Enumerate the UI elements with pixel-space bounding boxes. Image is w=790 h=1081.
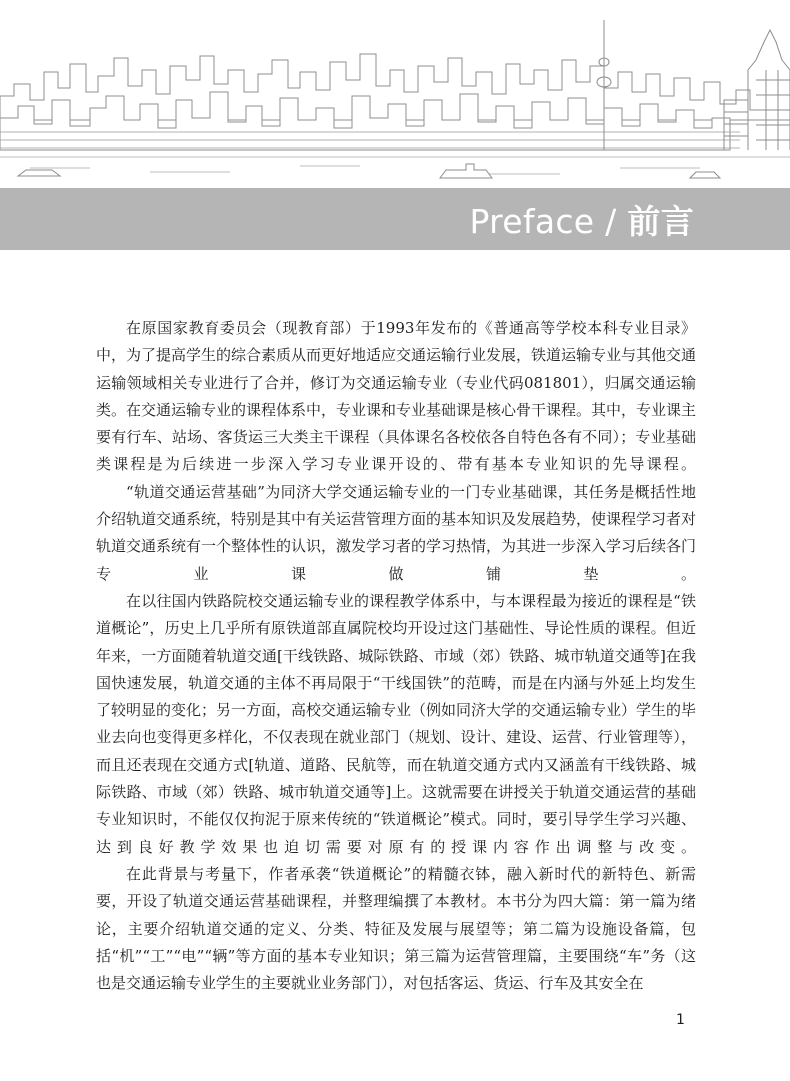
preface-paragraph-2: “轨道交通运营基础”为同济大学交通运输专业的一门专业基础课，其任务是概括性地介绍轨道交通系统，特别是其中有关运营管理方面的基本知识及发展趋势，使课程学习者对轨道交通系统有一个整体性的认识，激发学习者的学习热情，为其进一步深入学习后续各门专业课做铺垫。 [96,482,697,583]
city-skyline-illustration [0,0,790,188]
page-title-english: Preface [469,202,595,241]
preface-paragraph-3: 在以往国内铁路院校交通运输专业的课程教学体系中，与本课程最为接近的课程是“铁道概论”，历史上几乎所有原铁道部直属院校均开设过这门基础性、导论性质的课程。但近年来，一方面随着轨道交通[干线铁路、城际铁路、市域（郊）铁路、城市轨道交通等]在我国快速发展，轨道交通的主体不再局限于“干线国铁”的范畴，而是在内涵与外延上均发生了较明显的变化；另一方面，高校交通运输专业（例如同济大学的交通运输专业）学生的毕业去向也变得更多样化，不仅表现在就业部门（规划、设计、建设、运营、行业管理等），而且还表现在交通方式[轨道、道路、民航等，而在轨道交通方式内又涵盖有干线铁路、城际铁路、市域（郊）铁路、城市轨道交通等]上。这就需要在讲授关于轨道交通运营的基础专业知识时，不能仅仅拘泥于原来传统的“铁道概论”模式。同时，要引导学生学习兴趣、达到良好教学效果也迫切需要对原有的授课内容作出调整与改变。 [96,591,697,856]
preface-body [96,315,696,997]
preface-paragraph-4: 在此背景与考量下，作者承袭“铁道概论”的精髓衣钵，融入新时代的新特色、新需要，开设了轨道交通运营基础课程，并整理编撰了本教材。本书分为四大篇：第一篇为绪论，主要介绍轨道交通的定义、分类、特征及发展与展望等；第二篇为设施设备篇，包括“机”“工”“电”“辆”等方面的基本专业知识；第三篇为运营管理篇，主要围绕“车”务（这也是交通运输专业学生的主要就业业务部门），对包括客运、货运、行车及其安全在 [96,864,696,993]
page-title-chinese: 前言 [627,202,694,241]
page-number: 1 [676,1012,685,1028]
preface-paragraph-1: 在原国家教育委员会（现教育部）于1993年发布的《普通高等学校本科专业目录》中，为了提高学生的综合素质从而更好地适应交通运输行业发展，铁道运输专业与其他交通运输领域相关专业进行了合并，修订为交通运输专业（专业代码081801），归属交通运输类。在交通运输专业的课程体系中，专业课和专业基础课是核心骨干课程。其中，专业课主要有行车、站场、客货运三大类主干课程（具体课名各校依各自特色各有不同）；专业基础类课程是为后续进一步深入学习专业课开设的、带有基本专业知识的先导课程。 [96,319,697,474]
page-title-separator: / [594,202,628,241]
preface-header-banner [0,188,790,250]
page-title [470,196,694,243]
